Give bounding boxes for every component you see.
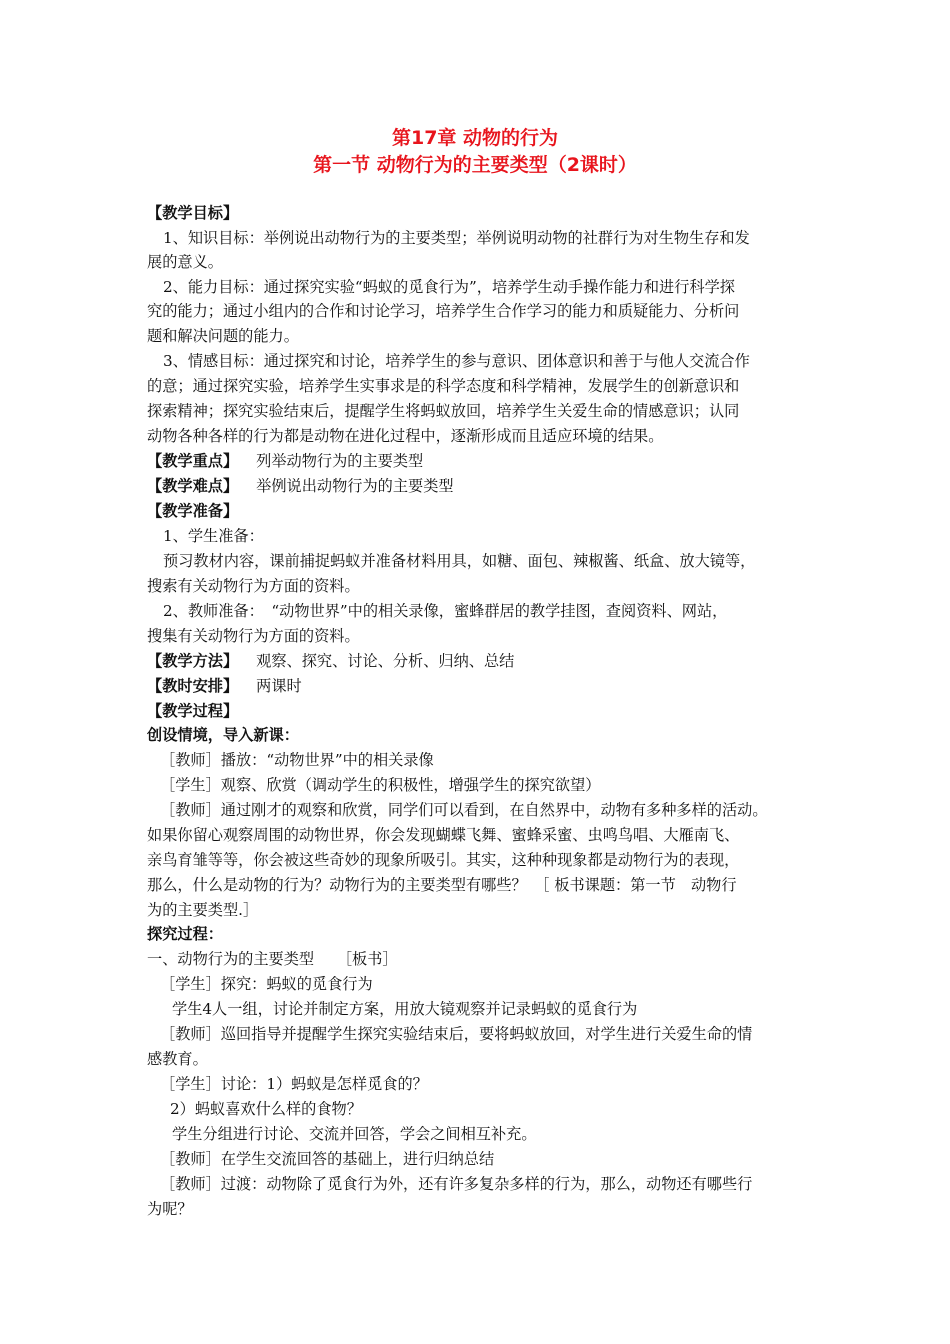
methods-text: 观察、探究、讨论、分析、归纳、总结 (256, 652, 515, 670)
heading-methods: 【教学方法】 (147, 652, 239, 670)
text-line: 预习教材内容，课前捕捉蚂蚁并准备材料用具，如糖、面包、辣椒酱、纸盒、放大镜等， (163, 552, 756, 570)
text-line: 2、能力目标：通过探究实验“蚂蚁的觅食行为”，培养学生动手操作能力和进行科学探 (163, 278, 735, 296)
text-line: 题和解决问题的能力。 (147, 327, 299, 345)
schedule-text: 两课时 (256, 677, 302, 695)
text-line: 如果你留心观察周围的动物世界，你会发现蝴蝶飞舞、蜜蜂采蜜、虫鸣鸟唱、大雁南飞、 (147, 826, 740, 844)
key-points-row (147, 451, 423, 471)
text-line: ［教师］过渡：动物除了觅食行为外，还有许多复杂多样的行为，那么，动物还有哪些行 (160, 1175, 753, 1193)
heading-key-points: 【教学重点】 (147, 452, 239, 470)
text-line: 搜索有关动物行为方面的资料。 (147, 577, 360, 595)
heading-process: 【教学过程】 (147, 702, 239, 720)
text-line: 1、知识目标：举例说出动物行为的主要类型；举例说明动物的社群行为对生物生存和发 (163, 229, 750, 247)
heading-objectives: 【教学目标】 (147, 204, 239, 222)
section-title: 第一节 动物行为的主要类型（2课时） (313, 154, 637, 176)
text-line: 一、动物行为的主要类型 ［板书］ (147, 950, 398, 968)
methods-row (147, 651, 514, 671)
text-line: 的意；通过探究实验，培养学生实事求是的科学态度和科学精神，发展学生的创新意识和 (147, 377, 740, 395)
subheading-explore: 探究过程： (147, 925, 223, 943)
text-line: ［学生］探究：蚂蚁的觅食行为 (160, 975, 373, 993)
text-line: 探索精神；探究实验结束后，提醒学生将蚂蚁放回，培养学生关爱生命的情感意识；认同 (147, 402, 740, 420)
text-line: 那么，什么是动物的行为？动物行为的主要类型有哪些？ ［ 板书课题：第一节 动物行 (147, 876, 737, 894)
text-line: ［教师］巡回指导并提醒学生探究实验结束后，要将蚂蚁放回，对学生进行关爱生命的情 (160, 1025, 753, 1043)
schedule-row (147, 676, 302, 696)
text-line: ［教师］在学生交流回答的基础上，进行归纳总结 (160, 1150, 495, 1168)
text-line: 1、学生准备： (163, 527, 264, 545)
text-line: 究的能力；通过小组内的合作和讨论学习，培养学生合作学习的能力和质疑能力、分析问 (147, 302, 740, 320)
chapter-title: 第17章 动物的行为 (391, 127, 559, 149)
text-line: 亲鸟育雏等等，你会被这些奇妙的现象所吸引。其实，这种种现象都是动物行为的表现， (147, 851, 740, 869)
text-line: ［学生］讨论：1）蚂蚁是怎样觅食的？ (160, 1075, 428, 1093)
text-line: 展的意义。 (147, 253, 223, 271)
text-line: 学生4人一组，讨论并制定方案，用放大镜观察并记录蚂蚁的觅食行为 (172, 1000, 638, 1018)
key-points-text: 列举动物行为的主要类型 (256, 452, 424, 470)
text-line: 3、情感目标：通过探究和讨论，培养学生的参与意识、团体意识和善于与他人交流合作 (163, 352, 750, 370)
text-line: ［教师］通过刚才的观察和欣赏，同学们可以看到，在自然界中，动物有多种多样的活动。 (160, 801, 768, 819)
text-line: 2）蚂蚁喜欢什么样的食物？ (170, 1100, 362, 1118)
text-line: ［学生］观察、欣赏（调动学生的积极性，增强学生的探究欲望） (160, 776, 601, 794)
text-line: 动物各种各样的行为都是动物在进化过程中，逐渐形成而且适应环境的结果。 (147, 427, 664, 445)
text-line: 搜集有关动物行为方面的资料。 (147, 627, 360, 645)
text-line: 学生分组进行讨论、交流并回答，学会之间相互补充。 (172, 1125, 537, 1143)
heading-difficulties: 【教学难点】 (147, 477, 239, 495)
text-line: 为的主要类型.］ (147, 901, 259, 919)
difficulties-text: 举例说出动物行为的主要类型 (256, 477, 454, 495)
text-line: 感教育。 (147, 1050, 208, 1068)
text-line: 2、教师准备： “动物世界”中的相关录像，蜜蜂群居的教学挂图，查阅资料、网站， (163, 602, 728, 620)
heading-preparation: 【教学准备】 (147, 502, 239, 520)
subheading-intro: 创设情境，导入新课： (147, 726, 299, 744)
text-line: 为呢？ (147, 1200, 193, 1218)
heading-schedule: 【教时安排】 (147, 677, 239, 695)
difficulties-row (147, 476, 454, 496)
text-line: ［教师］播放：“动物世界”中的相关录像 (160, 751, 434, 769)
